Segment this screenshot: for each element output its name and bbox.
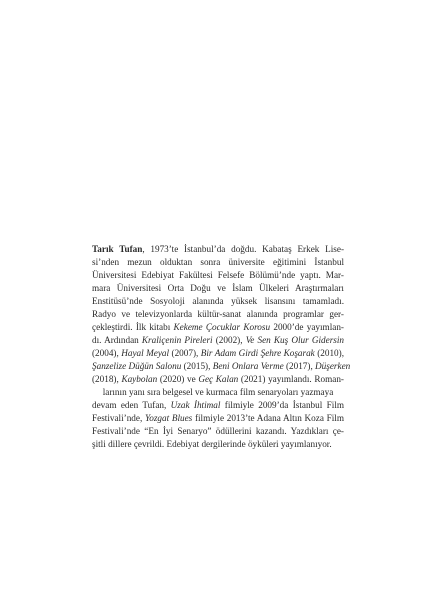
biography-line (92, 295, 344, 308)
biography-line (92, 256, 344, 269)
biography-text: (2020) ve (157, 374, 199, 384)
biography-text: (2018), (92, 374, 122, 384)
biography-line (92, 243, 344, 256)
biography-text: çekleştirdi. İlk kitabı (92, 322, 174, 332)
work-title: Ve Sen Kuş Olur Gidersin (245, 335, 344, 345)
work-title: Beni Onlara Verme (212, 361, 284, 371)
biography-text: Enstitüsü’nde Sosyoloji alanında yüksek lisansını tamamladı. (92, 296, 344, 306)
biography-line (92, 438, 344, 451)
biography-text: larının yanı sıra belgesel ve kurmaca film senaryoları yazmaya (102, 387, 334, 397)
biography-text: Festivali’nde “En İyi Senaryo” ödüllerini kazandı. Yazdıkları çe- (92, 426, 344, 436)
biography-text: filmiyle 2013’te Adana Altın Koza Film (192, 413, 344, 423)
biography-text: (2017), (283, 361, 316, 371)
biography-line (92, 360, 351, 373)
biography-line (92, 425, 344, 438)
work-title: Hayal Meyal (121, 348, 170, 358)
biography-text: mara Üniversitesi Orta Doğu ve İslam Ülkeleri Araştırmaları (92, 283, 344, 293)
work-title: Kekeme Çocuklar Korosu (173, 322, 271, 332)
biography-line (92, 308, 344, 321)
work-title: Şanzelize Düğün Salonu (92, 361, 182, 371)
work-title: Kaybolan (121, 374, 158, 384)
biography-line (92, 412, 344, 425)
biography-line (92, 334, 344, 347)
biography-text: (2007), (169, 348, 201, 358)
work-title: Yozgat Blues (144, 413, 193, 423)
work-title: Kraliçenin Pireleri (141, 335, 213, 345)
biography-line (92, 373, 344, 386)
biography-text: filmiyle 2009’da İstanbul Film (220, 400, 345, 410)
biography-text: (2002), (212, 335, 246, 345)
biography-line (92, 321, 344, 334)
biography-line (92, 347, 344, 360)
biography-text: şitli dillere çevrildi. Edebiyat dergilerinde öyküleri yayımlanıyor. (92, 439, 332, 449)
author-name: Tarık Tufan (92, 244, 143, 254)
biography-line (92, 269, 344, 282)
author-biography (92, 243, 351, 451)
biography-text: Radyo ve televizyonlarda kültür-sanat alanında programlar ger- (92, 309, 344, 319)
biography-text: dı. Ardından (92, 335, 142, 345)
biography-text: devam eden Tufan, (92, 400, 171, 410)
biography-text: (2004), (92, 348, 122, 358)
biography-text: Üniversitesi Edebiyat Fakültesi Felsefe Bölümü’nde yaptı. Mar- (92, 270, 344, 280)
biography-text: Festivali’nde, (92, 413, 145, 423)
biography-text: si’nden mezun olduktan sonra üniversite eğitimini İstanbul (92, 257, 344, 267)
work-title: Geç Kalan (198, 374, 239, 384)
work-title: Uzak İhtimal (170, 400, 221, 410)
biography-text: , 1973’te İstanbul’da doğdu. Kabataş Erkek Lise- (142, 244, 345, 254)
biography-text: (2015), (181, 361, 213, 371)
work-title: Düşerken (315, 361, 351, 371)
biography-line (92, 399, 344, 412)
biography-line (92, 386, 344, 399)
biography-line (92, 282, 344, 295)
biography-text: (2021) yayımlandı. Roman- (238, 374, 344, 384)
work-title: Bir Adam Girdi Şehre Koşarak (200, 348, 315, 358)
biography-text: (2010), (314, 348, 344, 358)
biography-text: 2000’de yayımlan- (270, 322, 344, 332)
